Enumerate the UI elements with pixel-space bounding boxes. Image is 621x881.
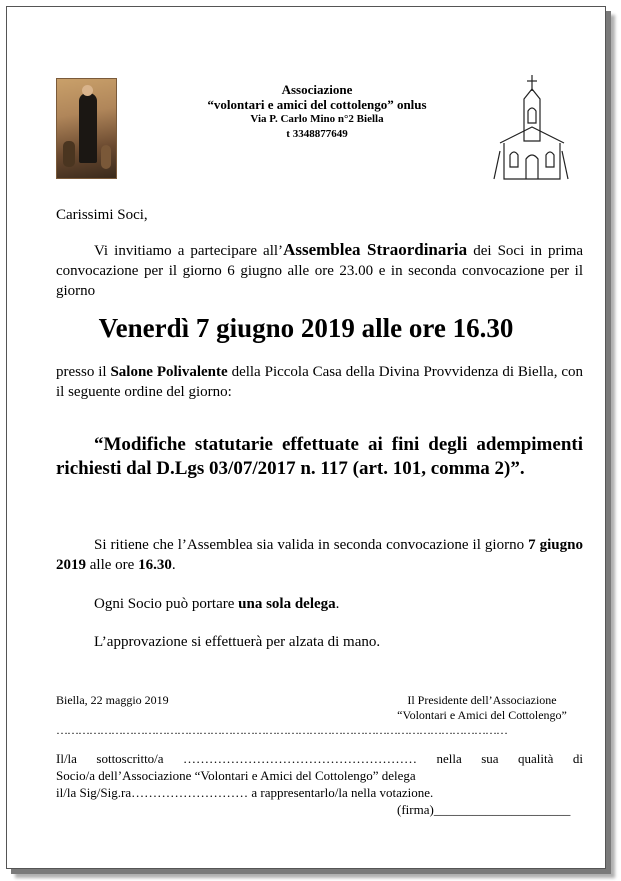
signer-organization: “Volontari e Amici del Cottolengo” (397, 708, 567, 722)
document-page (6, 6, 606, 869)
form-line-association: Socio/a dell’Associazione “Volontari e Amici del Cottolengo” delega (56, 768, 416, 783)
place-date: Biella, 22 maggio 2019 (56, 693, 169, 707)
proxy-form (56, 750, 583, 801)
signer-block (377, 693, 587, 723)
form-line-member: Il/la sottoscritto/a ……………………………………………… nella sua qualità di (56, 751, 583, 766)
validity-date: 7 giugno 2019 (56, 537, 583, 573)
org-name-line1: Associazione (281, 82, 353, 97)
org-phone: t 3348877649 (286, 128, 348, 140)
assembly-name: Assemblea Straordinaria (283, 240, 468, 259)
signature-blank: _____________________ (433, 802, 571, 817)
invitation-text-cont: dei Soci in prima convocazione per il giorno 6 giugno alle ore 23.00 e in seconda convocazione per il giorno (56, 243, 584, 299)
venue-name: Salone Polivalente (110, 364, 228, 380)
validity-period: . (171, 557, 176, 573)
signature-label: (firma) (397, 802, 434, 817)
agenda-item: “Modifiche statutarie effettuate ai fini degli adempimenti richiesti dal D.Lgs 03/07/2017 n. 117 (art. 101, comma 2)”. (56, 434, 583, 479)
approval-paragraph: L’approvazione si effettuerà per alzata di mano. (94, 634, 381, 650)
signer-title: Il Presidente dell’Associazione (407, 693, 557, 707)
proxy-text: Ogni Socio può portare (94, 596, 239, 612)
proxy-limit: una sola delega (238, 596, 336, 612)
letterhead (157, 82, 477, 142)
validity-paragraph (56, 535, 583, 575)
greeting: Carissimi Soci, (56, 207, 148, 223)
invitation-paragraph (56, 240, 583, 301)
proxy-period: . (335, 596, 340, 612)
validity-time: 16.30 (138, 557, 172, 573)
separator-dotted-line: …………………………………………………………………………………………………………… (56, 723, 507, 737)
signature-field (397, 802, 570, 818)
validity-text: Si ritiene che l’Assemblea sia valida in seconda convocazione il giorno (94, 537, 529, 553)
org-address: Via P. Carlo Mino n°2 Biella (250, 113, 384, 125)
venue-text: presso il (56, 364, 111, 380)
church-icon (490, 71, 572, 183)
form-line-delegate: il/la Sig/Sig.ra……………………… a rappresentarlo/la nella votazione. (56, 785, 434, 800)
venue-paragraph (56, 362, 583, 402)
saint-portrait-image (56, 78, 117, 179)
proxy-paragraph (94, 594, 339, 614)
invitation-text: Vi invitiamo a partecipare all’ (94, 243, 284, 259)
org-name-line2: “volontari e amici del cottolengo” onlus (207, 97, 427, 112)
validity-text-mid: alle ore (86, 557, 139, 573)
meeting-date-headline: Venerdì 7 giugno 2019 alle ore 16.30 (98, 313, 514, 343)
venue-text-cont: della Piccola Casa della Divina Provvidenza di Biella, con il seguente ordine del giorno: (56, 364, 583, 400)
